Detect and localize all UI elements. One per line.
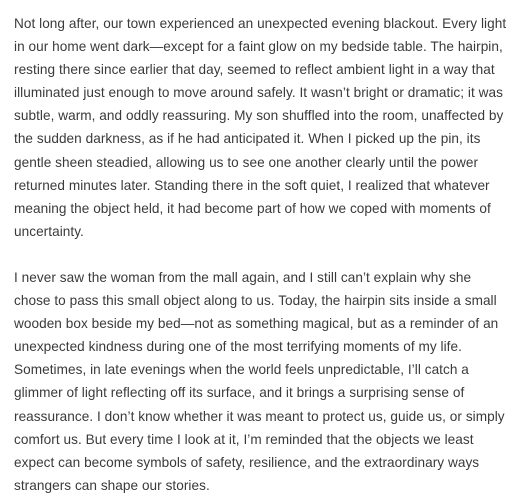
paragraph-blackout: Not long after, our town experienced an unexpected evening blackout. Every light in our home went dark—except for a faint glow on my bedside table. The hairpin, resting there since earlier that day, seemed to reflect ambient light in a way that illuminated just enough to move around safely. It wasn’t bright or dramatic; it was subtle, warm, and oddly reassuring. My son shuffled into the room, unaffected by the sudden darkness, as if he had anticipated it. When I picked up the pin, its gentle sheen steadied, allowing us to see one another clearly until the power returned minutes later. Standing there in the soft quiet, I realized that whatever meaning the object held, it had become part of how we coped with moments of uncertainty.	[14, 16, 507, 239]
paragraph-hairpin-reminder: I never saw the woman from the mall again, and I still can’t explain why she chose to pass this small object along to us. Today, the hairpin sits inside a small wooden box beside my bed—not as something magical, but as a reminder of an unexpected kindness during one of the most terrifying moments of my life. Sometimes, in late evenings when the world feels unpredictable, I’ll catch a glimmer of light reflecting off its surface, and it brings a surprising sense of reassurance. I don’t know whether it was meant to protect us, guide us, or simply comfort us. But every time I look at it, I’m reminded that the objects we least expect can become symbols of safety, resilience, and the extraordinary ways strangers can shape our stories.	[14, 269, 505, 493]
